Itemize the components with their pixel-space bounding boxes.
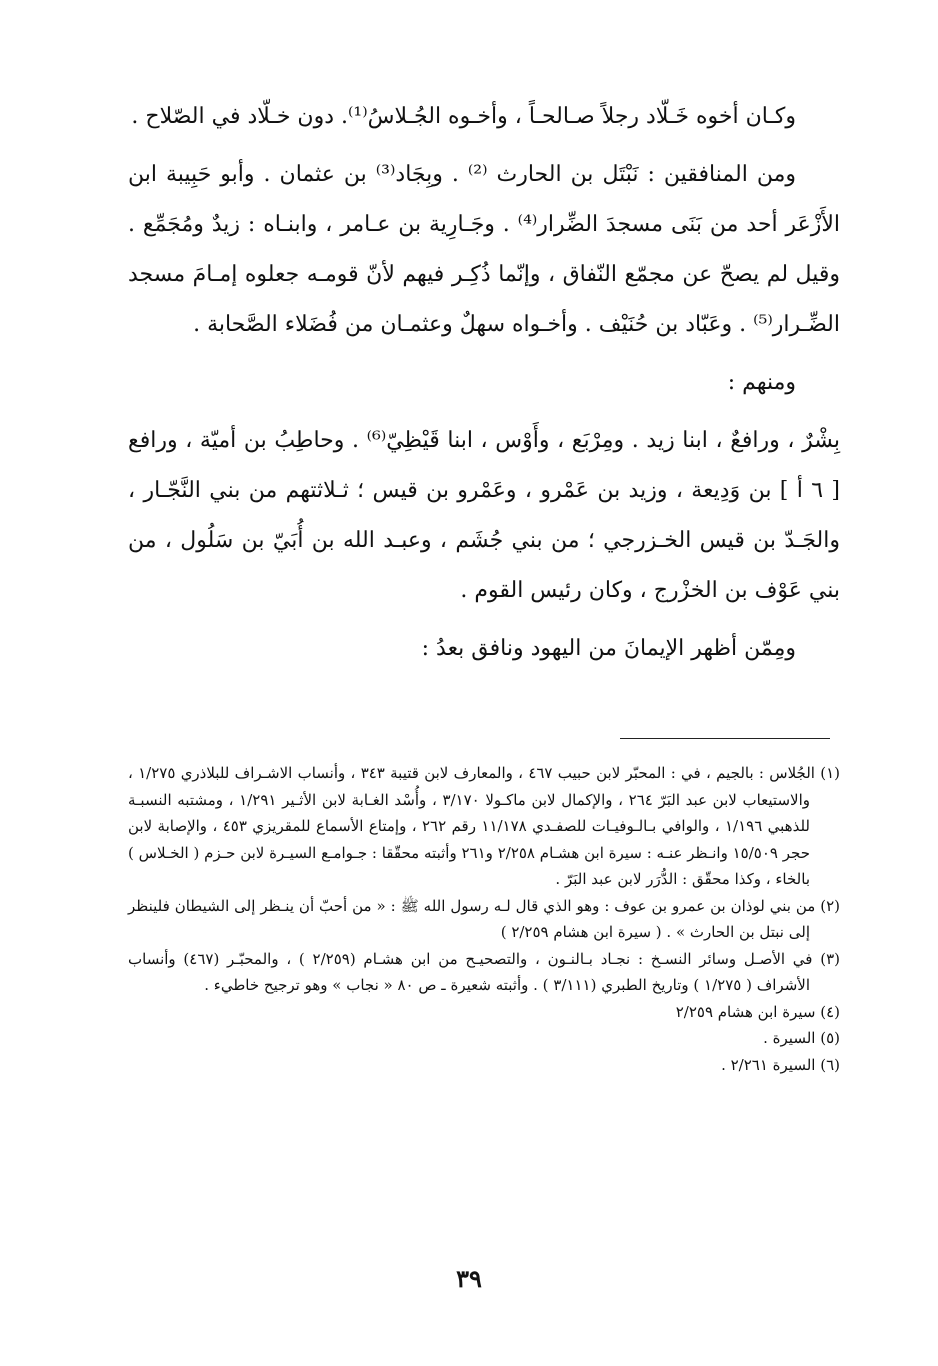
footnote-5: (٥) السيرة . [763,1029,840,1047]
paragraph-4: بِشْرٌ ، ورافعٌ ، ابنا زيد . ومِرْبَع ، وأَوْس ، ابنا قَيْظِيّ⁽⁶⁾ . وحاطِبُ بن أميّة ، ورافع [ ٦ أ ] بن وَدِيعة ، وزيد بن عَمْرو ، وعَمْرو بن قيس ؛ ثـلاثتهم من بني النَّجّـار ، والجَـدّ بن قيس الخـزرجي ؛ من بني جُشَم ، وعبـد الله بن أُبَيّ بن سَلُول ، من بني عَوْف بن الخزْرج ، وكان رئيس القوم . [128,428,840,603]
footnote-4: (٤) سيرة ابن هشام ٢/٢٥٩ [675,1002,840,1021]
footnote-2: (٢) من بني لوذان بن عمرو بن عوف : وهو الذي قال لـه رسول الله ﷺ : « من أحبّ أن ينـظر إلى الشيطان فلينظر إلى نبتل بن الحارث » . ( سيرة ابن هشام ٢/٢٥٩ ) [128,896,840,941]
footnote-1: (١) الجُلاس : بالجيم ، في : المحبّر لابن حبيب ٤٦٧ ، والمعارف لابن قتيبة ٣٤٣ ، وأنساب الاشـراف للبلاذري ١/٢٧٥ ، والاستيعاب لابن عبد البَرّ ٢٦٤ ، والإكمال لابن ماكـولا ٣/١٧٠ ، وأُسْد الغـابة لابن الأثـير ١/٢٩١ ، ومشتبه النسبـة للذهبي ١/١٩٦ ، والوافي بـالـوفيـات للصفـدي ١١/١٧٨ رقم ٢٦٢ ، وإمتاع الأسماع للمقريزي ٤٥٣ ، والإصابة لابن حجر ١٥/٥٠٩ وانـظر عنـه : سيرة ابن هشـام ٢/٢٥٨ و٢٦١ وأثبته محقّقا : جـوامـع السيـرة لابن حـزم ( الخـلاس ) بالخاء ، وكذا محقّق : الدُّرَر لابن عبد البَرّ . [128,764,840,888]
paragraph-2: ومن المنافقين : نَبْتَل بن الحارث ⁽²⁾ . وبِجَاد⁽³⁾ بن عثمان . وأبو حَبِيبة ابن الأَزْعَر أحد من بَنَى مسجدَ الضِّرار⁽⁴⁾ . وجَـارِية بن عـامر ، وابنـاه : زيدٌ ومُجَمِّع . وقيل لم يصحّ عن مجمّع النّفاق ، وإنّما ذُكِـر فيهم لأنّ قومـه جعلوه إمـامَ مسجد الضِّـرار⁽⁵⁾ . وعَبّاد بن حُنَيْف . وأخـواه سهلٌ وعثمـان من فُضَلاء الصَّحابة . [128,162,840,337]
footnotes [128,760,840,1078]
paragraph-1: وكـان أخوه خَـلّاد رجلاً صـالحـاً ، وأخـوه الجُـلاسُ⁽¹⁾. دون خـلّاد في الصّلاح . [131,104,796,129]
main-text [128,92,840,682]
paragraph-5: ومِمّن أظهر الإيمانَ من اليهود ونافق بعدُ : [421,636,796,661]
footnote-divider [620,738,830,739]
footnote-6: (٦) السيرة ٢/٢٦١ . [721,1055,840,1074]
page-number: ٣٩ [456,1264,482,1293]
paragraph-3: ومنهم : [727,370,796,395]
footnote-3: (٣) في الأصـل وسائر النسـخ : نجـاد بـالنـون ، والتصحيـح من ابن هشـام (٢/٢٥٩ ) ، والمحبّـر (٤٦٧) وأنساب الأشراف ( ١/٢٧٥ ) وتاريخ الطبري (٣/١١١ ) . وأثبته شعيرة ـ ص ٨٠ « نجاب » وهو ترجيح خاطيء . [128,949,841,994]
